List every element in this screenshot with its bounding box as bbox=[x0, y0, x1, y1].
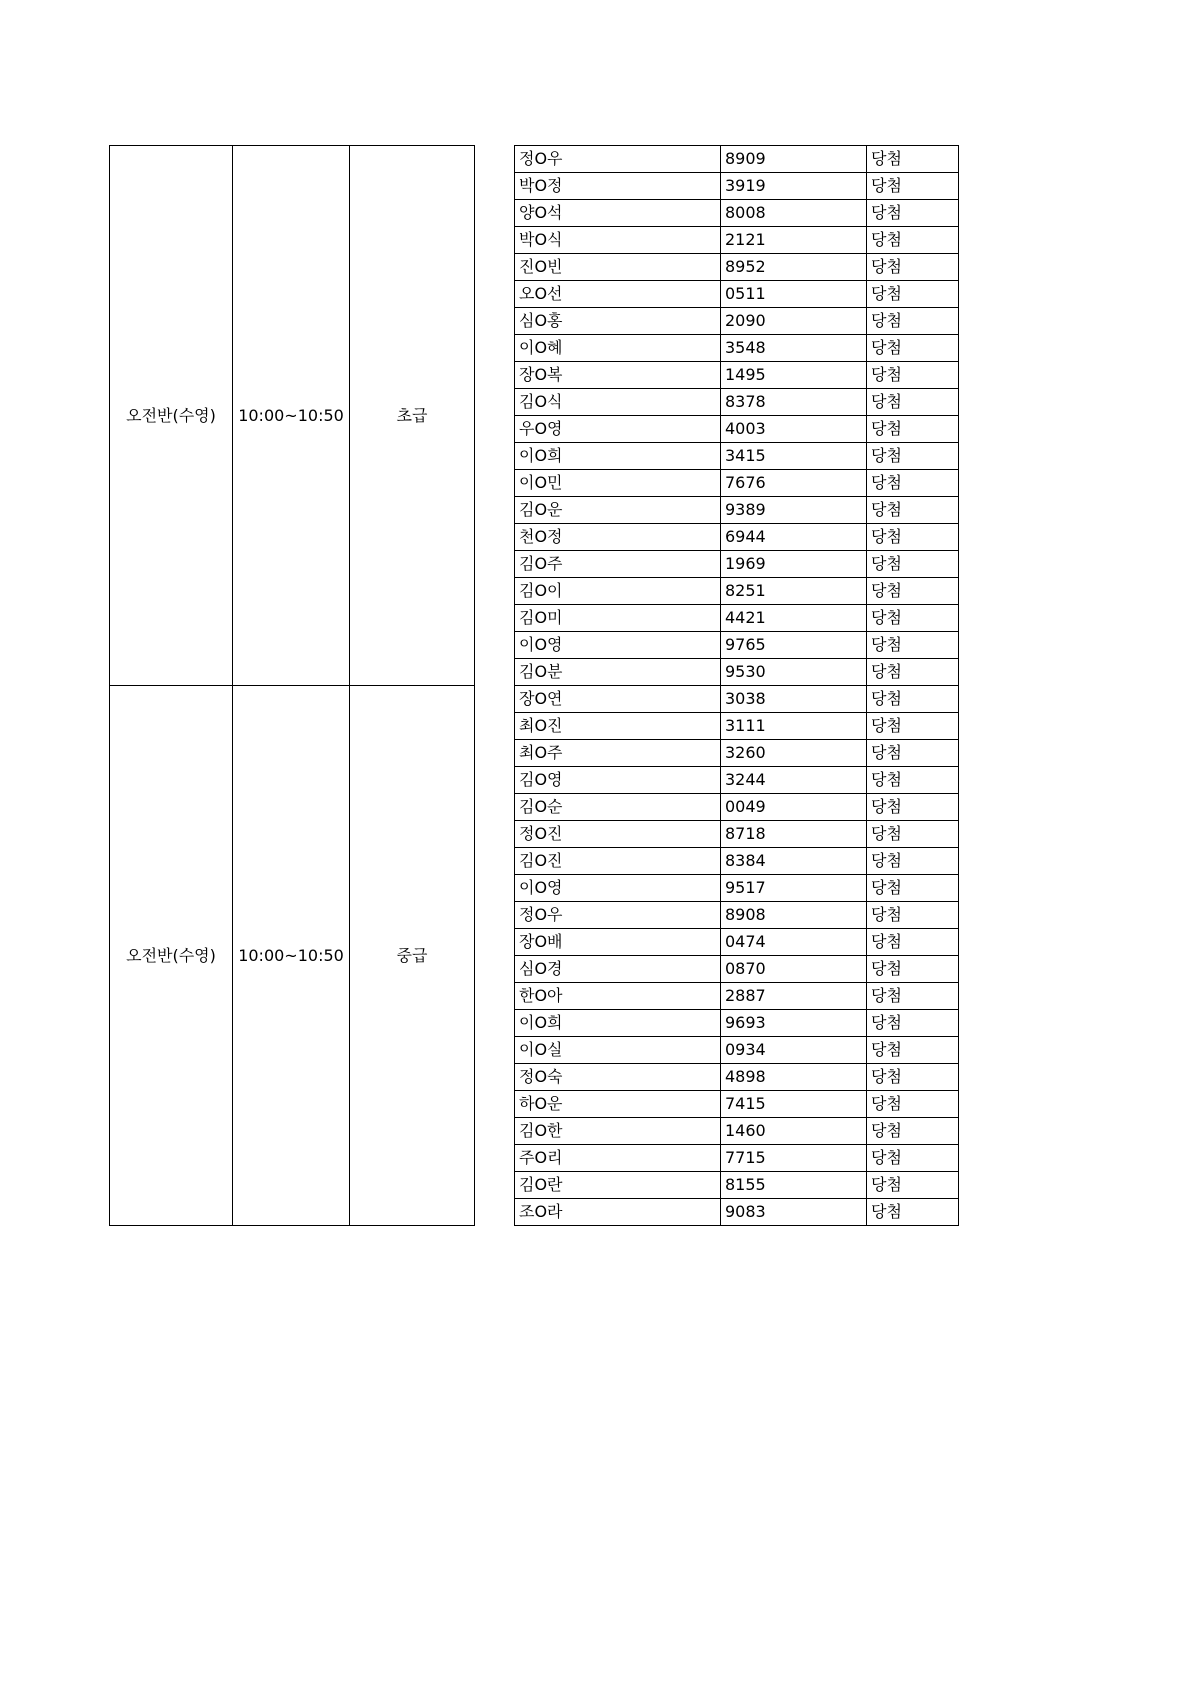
name-cell: 김O영 bbox=[515, 767, 721, 794]
table-row bbox=[110, 686, 959, 713]
code-cell: 9389 bbox=[721, 497, 867, 524]
name-cell: 최O주 bbox=[515, 740, 721, 767]
code-cell: 3111 bbox=[721, 713, 867, 740]
name-cell: 김O주 bbox=[515, 551, 721, 578]
result-cell: 당첨 bbox=[867, 1037, 959, 1064]
result-cell: 당첨 bbox=[867, 1145, 959, 1172]
name-cell: 한O아 bbox=[515, 983, 721, 1010]
name-cell: 우O영 bbox=[515, 416, 721, 443]
name-cell: 이O실 bbox=[515, 1037, 721, 1064]
result-cell: 당첨 bbox=[867, 497, 959, 524]
result-cell: 당첨 bbox=[867, 1064, 959, 1091]
code-cell: 9517 bbox=[721, 875, 867, 902]
result-cell: 당첨 bbox=[867, 767, 959, 794]
code-cell: 8909 bbox=[721, 146, 867, 173]
code-cell: 0049 bbox=[721, 794, 867, 821]
code-cell: 3038 bbox=[721, 686, 867, 713]
class-name-cell: 오전반(수영) bbox=[110, 686, 233, 1226]
result-cell: 당첨 bbox=[867, 956, 959, 983]
result-cell: 당첨 bbox=[867, 470, 959, 497]
code-cell: 4421 bbox=[721, 605, 867, 632]
code-cell: 7415 bbox=[721, 1091, 867, 1118]
result-cell: 당첨 bbox=[867, 1010, 959, 1037]
code-cell: 0934 bbox=[721, 1037, 867, 1064]
code-cell: 4898 bbox=[721, 1064, 867, 1091]
code-cell: 1969 bbox=[721, 551, 867, 578]
code-cell: 8008 bbox=[721, 200, 867, 227]
name-cell: 이O영 bbox=[515, 632, 721, 659]
name-cell: 조O라 bbox=[515, 1199, 721, 1226]
name-cell: 이O희 bbox=[515, 1010, 721, 1037]
code-cell: 3548 bbox=[721, 335, 867, 362]
name-cell: 김O진 bbox=[515, 848, 721, 875]
result-cell: 당첨 bbox=[867, 632, 959, 659]
table-row bbox=[110, 146, 959, 173]
code-cell: 8718 bbox=[721, 821, 867, 848]
result-cell: 당첨 bbox=[867, 362, 959, 389]
result-cell: 당첨 bbox=[867, 389, 959, 416]
column-gap bbox=[475, 686, 515, 1226]
name-cell: 양O석 bbox=[515, 200, 721, 227]
name-cell: 정O숙 bbox=[515, 1064, 721, 1091]
result-cell: 당첨 bbox=[867, 416, 959, 443]
code-cell: 3260 bbox=[721, 740, 867, 767]
class-name-cell: 오전반(수영) bbox=[110, 146, 233, 686]
code-cell: 1495 bbox=[721, 362, 867, 389]
result-cell: 당첨 bbox=[867, 686, 959, 713]
result-cell: 당첨 bbox=[867, 1091, 959, 1118]
code-cell: 7676 bbox=[721, 470, 867, 497]
code-cell: 8952 bbox=[721, 254, 867, 281]
result-cell: 당첨 bbox=[867, 605, 959, 632]
code-cell: 0511 bbox=[721, 281, 867, 308]
name-cell: 오O선 bbox=[515, 281, 721, 308]
time-cell: 10:00~10:50 bbox=[233, 686, 350, 1226]
name-cell: 김O순 bbox=[515, 794, 721, 821]
name-cell: 이O희 bbox=[515, 443, 721, 470]
code-cell: 0870 bbox=[721, 956, 867, 983]
result-cell: 당첨 bbox=[867, 443, 959, 470]
result-cell: 당첨 bbox=[867, 983, 959, 1010]
code-cell: 6944 bbox=[721, 524, 867, 551]
result-cell: 당첨 bbox=[867, 875, 959, 902]
result-cell: 당첨 bbox=[867, 173, 959, 200]
result-cell: 당첨 bbox=[867, 713, 959, 740]
name-cell: 박O식 bbox=[515, 227, 721, 254]
name-cell: 최O진 bbox=[515, 713, 721, 740]
code-cell: 9530 bbox=[721, 659, 867, 686]
code-cell: 8908 bbox=[721, 902, 867, 929]
code-cell: 8378 bbox=[721, 389, 867, 416]
result-cell: 당첨 bbox=[867, 659, 959, 686]
result-cell: 당첨 bbox=[867, 902, 959, 929]
code-cell: 3919 bbox=[721, 173, 867, 200]
code-cell: 7715 bbox=[721, 1145, 867, 1172]
name-cell: 김O식 bbox=[515, 389, 721, 416]
result-cell: 당첨 bbox=[867, 551, 959, 578]
name-cell: 주O리 bbox=[515, 1145, 721, 1172]
level-cell: 중급 bbox=[350, 686, 475, 1226]
lottery-results-table bbox=[109, 145, 959, 1226]
code-cell: 8251 bbox=[721, 578, 867, 605]
result-cell: 당첨 bbox=[867, 740, 959, 767]
result-cell: 당첨 bbox=[867, 200, 959, 227]
code-cell: 9083 bbox=[721, 1199, 867, 1226]
result-cell: 당첨 bbox=[867, 1118, 959, 1145]
code-cell: 4003 bbox=[721, 416, 867, 443]
name-cell: 김O미 bbox=[515, 605, 721, 632]
name-cell: 천O정 bbox=[515, 524, 721, 551]
name-cell: 박O정 bbox=[515, 173, 721, 200]
name-cell: 심O홍 bbox=[515, 308, 721, 335]
result-cell: 당첨 bbox=[867, 524, 959, 551]
name-cell: 정O진 bbox=[515, 821, 721, 848]
result-cell: 당첨 bbox=[867, 794, 959, 821]
result-cell: 당첨 bbox=[867, 227, 959, 254]
name-cell: 김O이 bbox=[515, 578, 721, 605]
name-cell: 김O분 bbox=[515, 659, 721, 686]
result-cell: 당첨 bbox=[867, 929, 959, 956]
result-cell: 당첨 bbox=[867, 146, 959, 173]
name-cell: 장O연 bbox=[515, 686, 721, 713]
result-cell: 당첨 bbox=[867, 848, 959, 875]
code-cell: 3415 bbox=[721, 443, 867, 470]
code-cell: 2887 bbox=[721, 983, 867, 1010]
result-cell: 당첨 bbox=[867, 281, 959, 308]
code-cell: 3244 bbox=[721, 767, 867, 794]
name-cell: 이O민 bbox=[515, 470, 721, 497]
name-cell: 심O경 bbox=[515, 956, 721, 983]
result-cell: 당첨 bbox=[867, 821, 959, 848]
name-cell: 김O란 bbox=[515, 1172, 721, 1199]
name-cell: 정O우 bbox=[515, 902, 721, 929]
name-cell: 이O영 bbox=[515, 875, 721, 902]
name-cell: 하O운 bbox=[515, 1091, 721, 1118]
name-cell: 정O우 bbox=[515, 146, 721, 173]
name-cell: 김O운 bbox=[515, 497, 721, 524]
code-cell: 9765 bbox=[721, 632, 867, 659]
code-cell: 1460 bbox=[721, 1118, 867, 1145]
name-cell: 장O배 bbox=[515, 929, 721, 956]
code-cell: 8384 bbox=[721, 848, 867, 875]
code-cell: 8155 bbox=[721, 1172, 867, 1199]
result-cell: 당첨 bbox=[867, 254, 959, 281]
result-cell: 당첨 bbox=[867, 578, 959, 605]
level-cell: 초급 bbox=[350, 146, 475, 686]
name-cell: 김O한 bbox=[515, 1118, 721, 1145]
name-cell: 이O혜 bbox=[515, 335, 721, 362]
time-cell: 10:00~10:50 bbox=[233, 146, 350, 686]
result-cell: 당첨 bbox=[867, 335, 959, 362]
result-cell: 당첨 bbox=[867, 1172, 959, 1199]
result-cell: 당첨 bbox=[867, 308, 959, 335]
code-cell: 0474 bbox=[721, 929, 867, 956]
result-cell: 당첨 bbox=[867, 1199, 959, 1226]
name-cell: 진O빈 bbox=[515, 254, 721, 281]
name-cell: 장O복 bbox=[515, 362, 721, 389]
code-cell: 2090 bbox=[721, 308, 867, 335]
code-cell: 9693 bbox=[721, 1010, 867, 1037]
code-cell: 2121 bbox=[721, 227, 867, 254]
column-gap bbox=[475, 146, 515, 686]
